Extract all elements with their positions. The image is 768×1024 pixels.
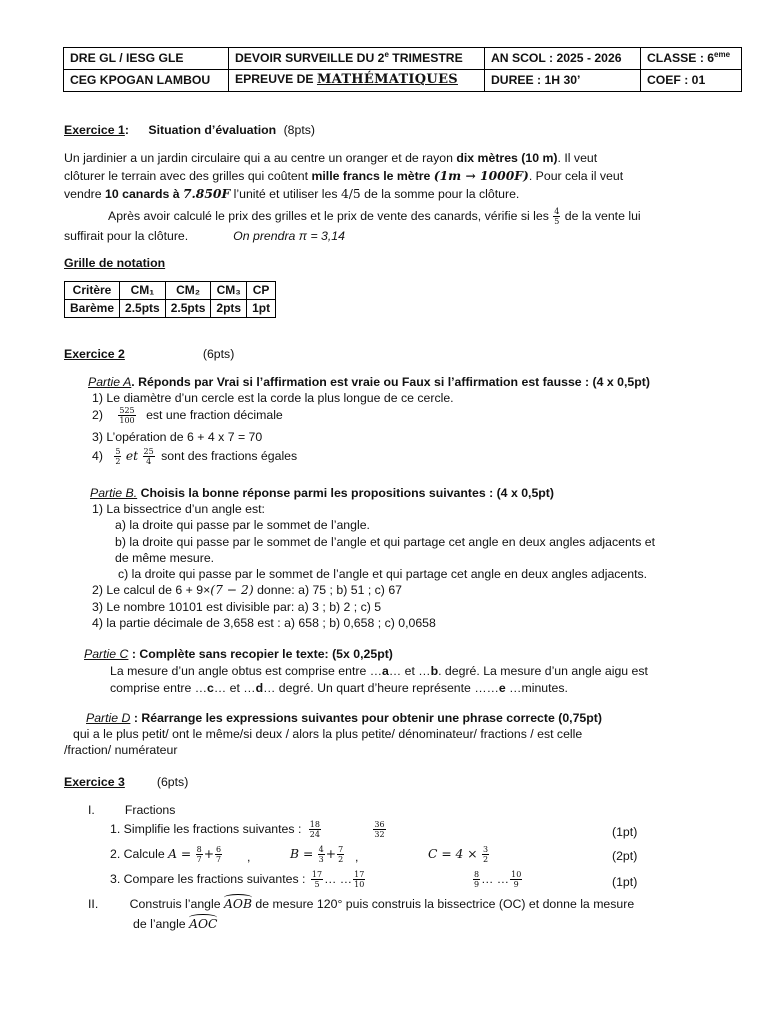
- fraction: $\frac{17}{5}$: [311, 870, 323, 889]
- header-school-name: CEG KPOGAN LAMBOU: [64, 70, 229, 92]
- part-a-item: 3) L’opération de 6 + 4 x 7 = 70: [92, 430, 263, 444]
- header-table: [63, 47, 742, 92]
- exercise-1-text-line: vendre 10 canards à 7.850F l’unité et utiliser les 4/5 de la somme pour la clôture.: [64, 186, 520, 201]
- fraction: $\frac{8}{9}$: [474, 870, 480, 889]
- exercise-1-heading: Exercice 1: Situation d’évaluation (8pts): [64, 123, 316, 137]
- header-subject: EPREUVE DE MATHÉMATIQUES: [229, 70, 485, 92]
- exercise-3-heading: Exercice 3 (6pts): [64, 775, 189, 789]
- part-b-option: c) la droite qui passe par le sommet de l’angle et qui partage cet angle en deux angles adjacents.: [118, 567, 648, 581]
- table-cell: CM₂: [165, 282, 211, 300]
- part-b-option: b) la droite qui passe par le sommet de l’angle et qui partage cet angle en deux angles adjacents et: [115, 535, 656, 549]
- section-ii-text-line: II. Construis l’angle AOB de mesure 120° puis construis la bissectrice (OC) et donne la mesure: [88, 897, 635, 911]
- angle-aob: AOB: [224, 897, 252, 911]
- fraction: $\frac{17}{10}$: [354, 870, 365, 889]
- fraction: $\frac{36}{32}$: [374, 820, 385, 839]
- table-cell: Barème: [65, 300, 120, 318]
- part-a-item: 4) $\frac{5}{2}$ et $\frac{25}{4}$ sont des fractions égales: [92, 447, 298, 466]
- header-row: [64, 48, 742, 70]
- table-cell: 2pts: [211, 300, 247, 318]
- fraction: $\frac{4}{5}$: [554, 207, 560, 226]
- part-b-item: 3) Le nombre 10101 est divisible par: a) 3 ; b) 2 ; c) 5: [92, 600, 382, 614]
- comma: ,: [355, 850, 359, 864]
- header-class: CLASSE : 6eme: [641, 48, 742, 70]
- header-exam-type: DEVOIR SURVEILLE DU 2e TRIMESTRE: [229, 48, 485, 70]
- section-ii-text-line: de l’angle AOC: [133, 917, 218, 931]
- header-school-year: AN SCOL : 2025 - 2026: [485, 48, 641, 70]
- part-b-option: a) la droite qui passe par le sommet de l’angle.: [115, 518, 370, 532]
- table-cell: Critère: [65, 282, 120, 300]
- exercise-3-question: 2. Calcule A = $\frac{8}{7}$ + $\frac{6}{7}$: [110, 845, 222, 864]
- exercise-1-text-line: clôturer le terrain avec des grilles qui coûtent mille francs le mètre (1m → 1000F). Pour cela il veut: [64, 168, 624, 183]
- calc-b: B = $\frac{4}{3}$ + $\frac{7}{2}$: [290, 845, 344, 864]
- exercise-2-heading: Exercice 2 (6pts): [64, 347, 235, 361]
- table-cell: 2.5pts: [120, 300, 166, 318]
- fraction: $\frac{5}{2}$: [115, 447, 121, 466]
- part-c-text-line: comprise entre …c… et …d… degré. Un quart d’heure représente ……e …minutes.: [110, 681, 568, 695]
- part-a-instruction: Partie A. Réponds par Vrai si l’affirmation est vraie ou Faux si l’affirmation est fausse : (4 x 0,5pt): [88, 375, 650, 389]
- grading-grid-table: [64, 281, 276, 318]
- table-cell: 1pt: [247, 300, 276, 318]
- part-c-instruction: Partie C : Complète sans recopier le texte: (5x 0,25pt): [84, 647, 393, 661]
- part-c-text-line: La mesure d’un angle obtus est comprise entre …a… et …b. degré. La mesure d’un angle aigu est: [110, 664, 648, 678]
- fraction: $\frac{7}{2}$: [338, 845, 344, 864]
- fraction: $\frac{18}{24}$: [309, 820, 320, 839]
- section-i-heading: I. Fractions: [88, 803, 176, 817]
- table-cell: 2.5pts: [165, 300, 211, 318]
- calc-c: C = 4 × $\frac{3}{2}$: [428, 845, 489, 864]
- exercise-1-text-line: Après avoir calculé le prix des grilles et le prix de vente des canards, vérifie si les $\frac{4}{5}$ de la vente lui: [108, 207, 641, 226]
- compare-pair: $\frac{8}{9}$ … … $\frac{10}{9}$: [474, 870, 522, 889]
- header-coefficient: COEF : 01: [641, 70, 742, 92]
- fraction: $\frac{4}{3}$: [318, 845, 324, 864]
- question-points: (2pt): [612, 849, 638, 863]
- part-b-item: 2) Le calcul de 6 + 9×(7 − 2) donne: a) 75 ; b) 51 ; c) 67: [92, 583, 402, 597]
- fraction: $\frac{10}{9}$: [511, 870, 522, 889]
- exercise-3-question: 3. Compare les fractions suivantes : $\frac{17}{5}$ … … $\frac{17}{10}$: [110, 870, 365, 889]
- table-cell: CM₃: [211, 282, 247, 300]
- fraction: $\frac{6}{7}$: [216, 845, 222, 864]
- part-a-item: 2) $\frac{525}{100}$ est une fraction décimale: [92, 406, 283, 425]
- fraction: $\frac{525}{100}$: [119, 406, 135, 425]
- table-row: [65, 300, 276, 318]
- table-cell: CM₁: [120, 282, 166, 300]
- question-points: (1pt): [612, 875, 638, 889]
- exercise-1-text-line: suffirait pour la clôture. On prendra π = 3,14: [64, 229, 345, 243]
- part-b-item: 1) La bissectrice d’un angle est:: [92, 502, 265, 516]
- header-row: [64, 70, 742, 92]
- comma: ,: [247, 850, 251, 864]
- fraction: $\frac{25}{4}$: [143, 447, 154, 466]
- table-row: [65, 282, 276, 300]
- table-cell: CP: [247, 282, 276, 300]
- exercise-1-text-line: Un jardinier a un jardin circulaire qui a au centre un oranger et de rayon dix mètres (10 m). Il veut: [64, 151, 598, 165]
- header-school-directorate: DRE GL / IESG GLE: [64, 48, 229, 70]
- angle-aoc: AOC: [189, 917, 218, 931]
- grading-grid-title: Grille de notation: [64, 256, 166, 270]
- part-b-item: 4) la partie décimale de 3,658 est : a) 658 ; b) 0,658 ; c) 0,0658: [92, 616, 436, 630]
- part-a-item: 1) Le diamètre d’un cercle est la corde la plus longue de ce cercle.: [92, 391, 454, 405]
- part-d-text-line: /fraction/ numérateur: [64, 743, 178, 757]
- fraction: $\frac{8}{7}$: [196, 845, 202, 864]
- part-d-text-line: qui a le plus petit/ ont le même/si deux / alors la plus petite/ dénominateur/ fractions / est celle: [73, 727, 583, 741]
- part-d-instruction: Partie D : Réarrange les expressions suivantes pour obtenir une phrase correcte (0,75pt): [86, 711, 602, 725]
- part-b-option: de même mesure.: [115, 551, 215, 565]
- question-points: (1pt): [612, 825, 638, 839]
- exercise-3-question: 1. Simplifie les fractions suivantes : $\frac{18}{24}$ $\frac{36}{32}$: [110, 820, 385, 839]
- fraction: $\frac{3}{2}$: [483, 845, 489, 864]
- part-b-instruction: Partie B. Choisis la bonne réponse parmi les propositions suivantes : (4 x 0,5pt): [90, 486, 554, 500]
- header-duration: DUREE : 1H 30’: [485, 70, 641, 92]
